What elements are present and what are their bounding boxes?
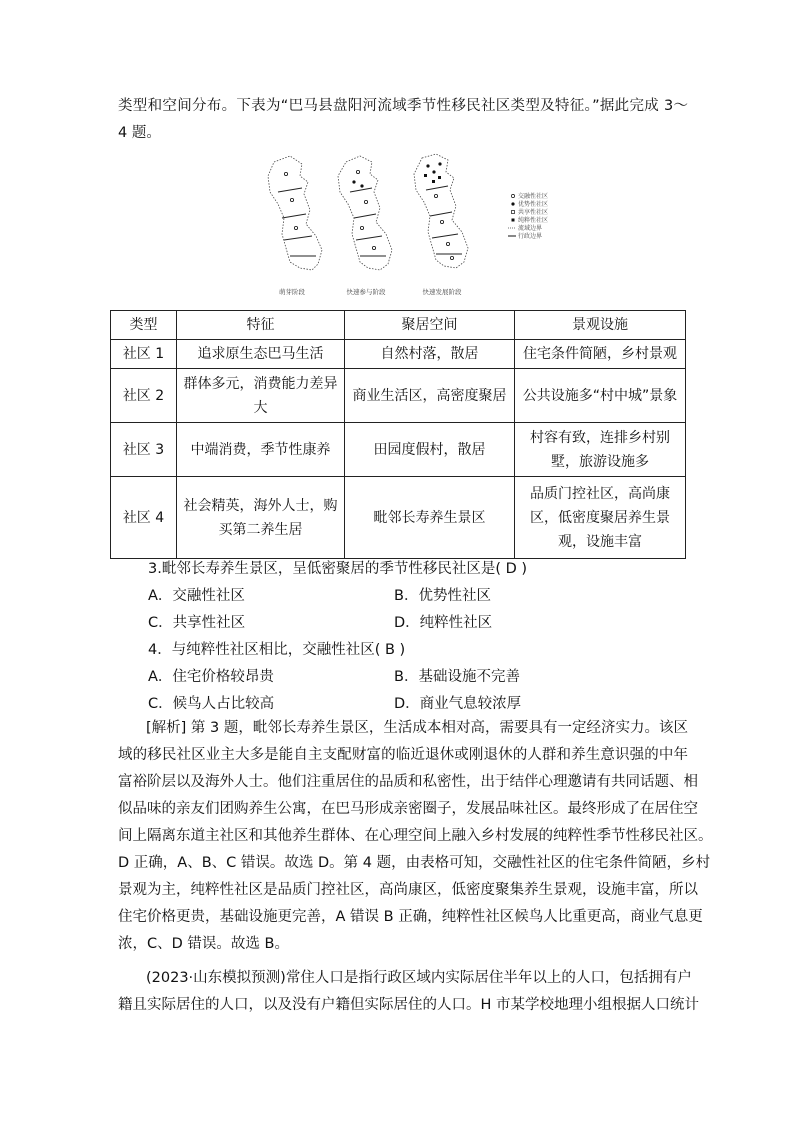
map-outline-3 xyxy=(414,154,468,268)
table-row xyxy=(111,423,686,477)
question-3-option-d: D．纯粹性社区 xyxy=(394,615,493,631)
table-cell: 品质门控社区，高尚康区，低密度聚居养生景观，设施丰富 xyxy=(515,477,686,559)
analysis-line: 间上隔离东道主社区和其他养生群体、在心理空间上融入乡村发展的纯粹性季节性移民社区。 xyxy=(118,828,713,844)
question-4-option-b: B．基础设施不完善 xyxy=(394,669,520,685)
stage-label-1: 萌芽阶段 xyxy=(279,288,305,296)
intro-line-2: 4 题。 xyxy=(118,125,161,141)
legend-item-2: 优势性社区 xyxy=(518,201,549,208)
analysis-line: [解析] 第 3 题，毗邻长寿养生景区，生活成本相对高，需要具有一定经济实力。该区 xyxy=(146,720,688,736)
table-cell: 中端消费，季节性康养 xyxy=(177,423,345,477)
intro-line-1: 类型和空间分布。下表为“巴马县盘阳河流域季节性移民社区类型及特征。”据此完成 3～ xyxy=(118,98,688,114)
table-cell: 群体多元，消费能力差异大 xyxy=(177,369,345,423)
table-cell: 住宅条件简陋，乡村景观 xyxy=(515,340,686,369)
legend-item-1: 交融性社区 xyxy=(518,193,549,200)
next-question-line: (2023·山东模拟预测)常住人口是指行政区域内实际居住半年以上的人口，包括拥有户 xyxy=(146,970,692,986)
analysis-line: 住宅价格更贵，基础设施更完善，A 错误 B 正确，纯粹性社区候鸟人比重更高，商业气息更 xyxy=(118,909,703,925)
question-4-option-c: C．候鸟人占比较高 xyxy=(148,696,275,712)
table-cell: 村容有致，连排乡村别墅，旅游设施多 xyxy=(515,423,686,477)
analysis-line: 似品味的亲友们团购养生公寓，在巴马形成亲密圈子，发展品味社区。最终形成了在居住空 xyxy=(118,801,698,817)
table-header: 特征 xyxy=(177,311,345,340)
legend-item-5: 流域边界 xyxy=(518,225,543,232)
question-3-stem: 3.毗邻长寿养生景区，呈低密聚居的季节性移民社区是( D ) xyxy=(148,561,528,577)
table-header: 景观设施 xyxy=(515,311,686,340)
map-outline-2 xyxy=(338,156,392,270)
table-cell: 自然村落，散居 xyxy=(345,340,515,369)
question-4-option-d: D．商业气息较浓厚 xyxy=(394,696,522,712)
community-table xyxy=(110,310,686,559)
legend-item-6: 行政边界 xyxy=(518,233,543,240)
question-4-stem: 4．与纯粹性社区相比，交融性社区( B ) xyxy=(148,642,406,658)
question-3-option-a: A．交融性社区 xyxy=(148,588,245,604)
question-4-option-a: A．住宅价格较昂贵 xyxy=(148,669,274,685)
question-3-option-b: B．优势性社区 xyxy=(394,588,491,604)
table-cell: 田园度假村，散居 xyxy=(345,423,515,477)
table-cell: 社区 1 xyxy=(111,340,177,369)
table-cell: 毗邻长寿养生景区 xyxy=(345,477,515,559)
table-header-row xyxy=(111,311,686,340)
analysis-line: D 正确，A、B、C 错误。故选 D。第 4 题，由表格可知，交融性社区的住宅条件简陋，乡村 xyxy=(118,855,711,871)
table-cell: 社区 2 xyxy=(111,369,177,423)
table-cell: 商业生活区，高密度聚居 xyxy=(345,369,515,423)
table-row xyxy=(111,369,686,423)
stage-label-2: 快速参与阶段 xyxy=(346,288,386,296)
table-row xyxy=(111,477,686,559)
table-cell: 公共设施多“村中城”景象 xyxy=(515,369,686,423)
analysis-line: 浓，C、D 错误。故选 B。 xyxy=(118,936,289,952)
table-header: 类型 xyxy=(111,311,177,340)
analysis-line: 域的移民社区业主大多是能自主支配财富的临近退休或刚退休的人群和养生意识强的中年 xyxy=(118,747,688,763)
stage-label-3: 快速发展阶段 xyxy=(422,288,462,296)
stage-maps xyxy=(262,152,562,302)
stage-maps-figure xyxy=(262,152,562,302)
table-row xyxy=(111,340,686,369)
map-outline-1 xyxy=(268,156,322,270)
legend-item-4: 纯粹性社区 xyxy=(518,217,549,224)
analysis-line: 富裕阶层以及海外人士。他们注重居住的品质和私密性，出于结伴心理邀请有共同话题、相 xyxy=(118,774,698,790)
question-3-option-c: C．共享性社区 xyxy=(148,615,246,631)
table-cell: 追求原生态巴马生活 xyxy=(177,340,345,369)
table-header: 聚居空间 xyxy=(345,311,515,340)
table-cell: 社区 3 xyxy=(111,423,177,477)
next-question-line: 籍且实际居住的人口，以及没有户籍但实际居住的人口。H 市某学校地理小组根据人口统计 xyxy=(118,997,700,1013)
analysis-line: 景观为主，纯粹性社区是品质门控社区，高尚康区，低密度聚集养生景观，设施丰富，所以 xyxy=(118,882,698,898)
table-cell: 社会精英，海外人士，购买第二养生居 xyxy=(177,477,345,559)
table-cell: 社区 4 xyxy=(111,477,177,559)
legend-item-3: 共享性社区 xyxy=(518,209,549,216)
